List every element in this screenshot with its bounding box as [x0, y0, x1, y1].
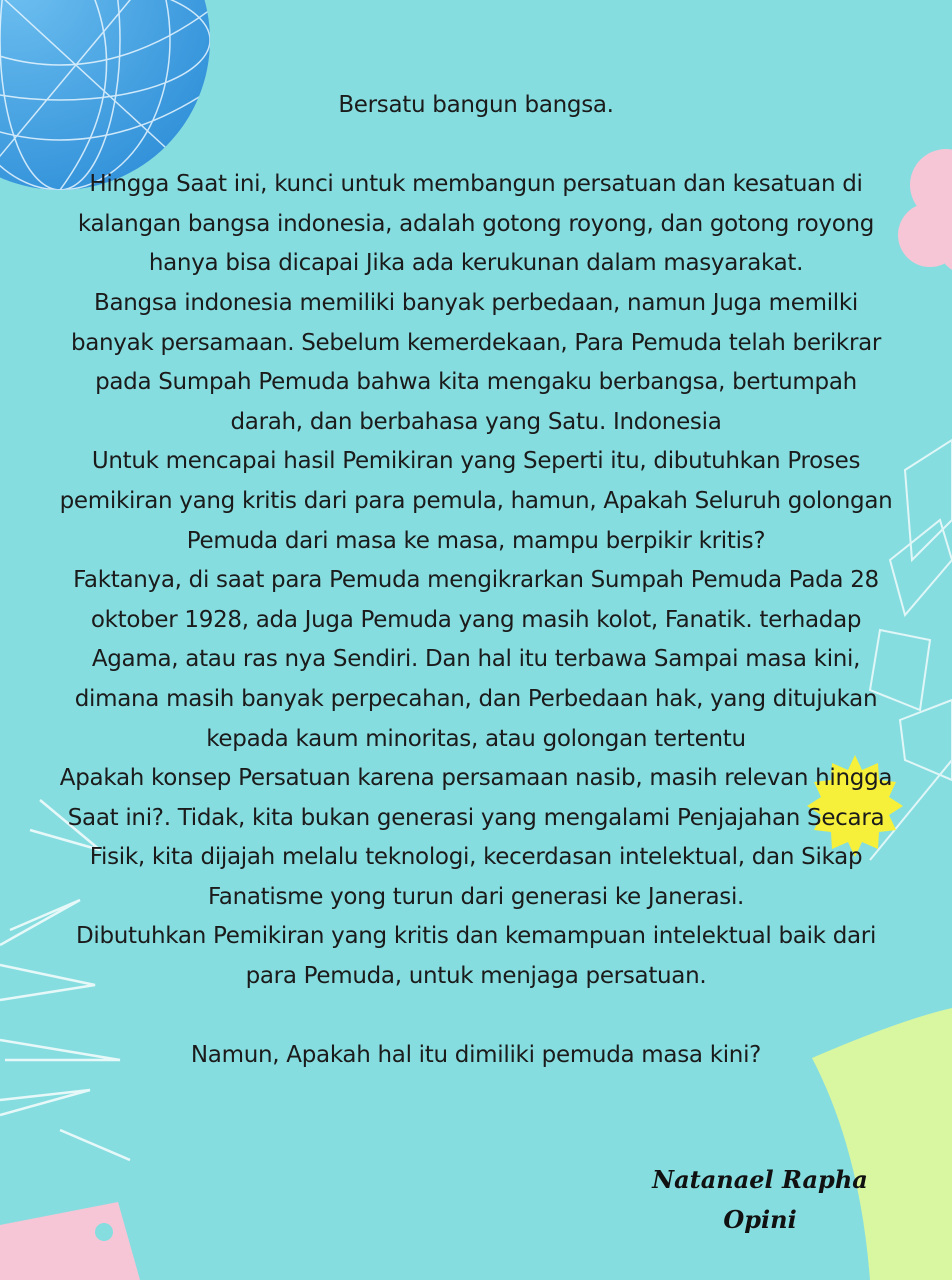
essay-line: pada Sumpah Pemuda bahwa kita mengaku berbangsa, bertumpah [95, 369, 857, 396]
signature-block [630, 1160, 890, 1240]
essay-line: Hingga Saat ini, kunci untuk membangun persatuan dan kesatuan di [89, 171, 863, 198]
essay-line: Apakah konsep Persatuan karena persamaan nasib, masih relevan hingga [59, 765, 893, 792]
essay-line: Bangsa indonesia memiliki banyak perbedaan, namun Juga memilki [93, 289, 859, 316]
essay-line: dimana masih banyak perpecahan, dan Perbedaan hak, yang ditujukan [74, 685, 878, 712]
paragraph-gap [30, 126, 922, 166]
essay-line: Dibutuhkan Pemikiran yang kritis dan kemampuan intelektual baik dari [75, 923, 877, 950]
essay-line: oktober 1928, ada Juga Pemuda yang masih kolot, Fanatik. terhadap [90, 606, 862, 633]
essay-line: Fanatisme yong turun dari generasi ke Janerasi. [207, 883, 745, 910]
essay-line: darah, dan berbahasa yang Satu. Indonesia [230, 408, 722, 435]
essay-line: banyak persamaan. Sebelum kemerdekaan, Para Pemuda telah berikrar [70, 329, 882, 356]
essay-line: Untuk mencapai hasil Pemikiran yang Seperti itu, dibutuhkan Proses [91, 448, 861, 475]
essay-body [30, 86, 922, 1076]
essay-line: Pemuda dari masa ke masa, mampu berpikir kritis? [186, 527, 766, 554]
essay-line: kepada kaum minoritas, atau golongan tertentu [206, 725, 746, 752]
essay-line: hanya bisa dicapai Jika ada kerukunan dalam masyarakat. [148, 250, 804, 277]
essay-line: Faktanya, di saat para Pemuda mengikrarkan Sumpah Pemuda Pada 28 [73, 567, 879, 594]
essay-line: pemikiran yang kritis dari para pemula, hamun, Apakah Seluruh golongan [59, 487, 893, 514]
essay-line: Agama, atau ras nya Sendiri. Dan hal itu terbawa Sampai masa kini, [91, 646, 861, 673]
paragraph-gap [30, 997, 922, 1037]
essay-line: para Pemuda, untuk menjaga persatuan. [245, 963, 707, 990]
pink-ticket-shape [0, 1202, 140, 1280]
category-label: Opini [723, 1205, 797, 1234]
essay-line: Fisik, kita dijajah melalu teknologi, kecerdasan intelektual, dan Sikap [89, 844, 863, 871]
author-name: Natanael Rapha [652, 1165, 868, 1194]
essay-title: Bersatu bangun bangsa. [338, 92, 614, 118]
essay-line: kalangan bangsa indonesia, adalah gotong royong, dan gotong royong [77, 210, 875, 237]
essay-line: Saat ini?. Tidak, kita bukan generasi yang mengalami Penjajahan Secara [67, 804, 885, 831]
essay-closing: Namun, Apakah hal itu dimiliki pemuda masa kini? [190, 1042, 762, 1069]
